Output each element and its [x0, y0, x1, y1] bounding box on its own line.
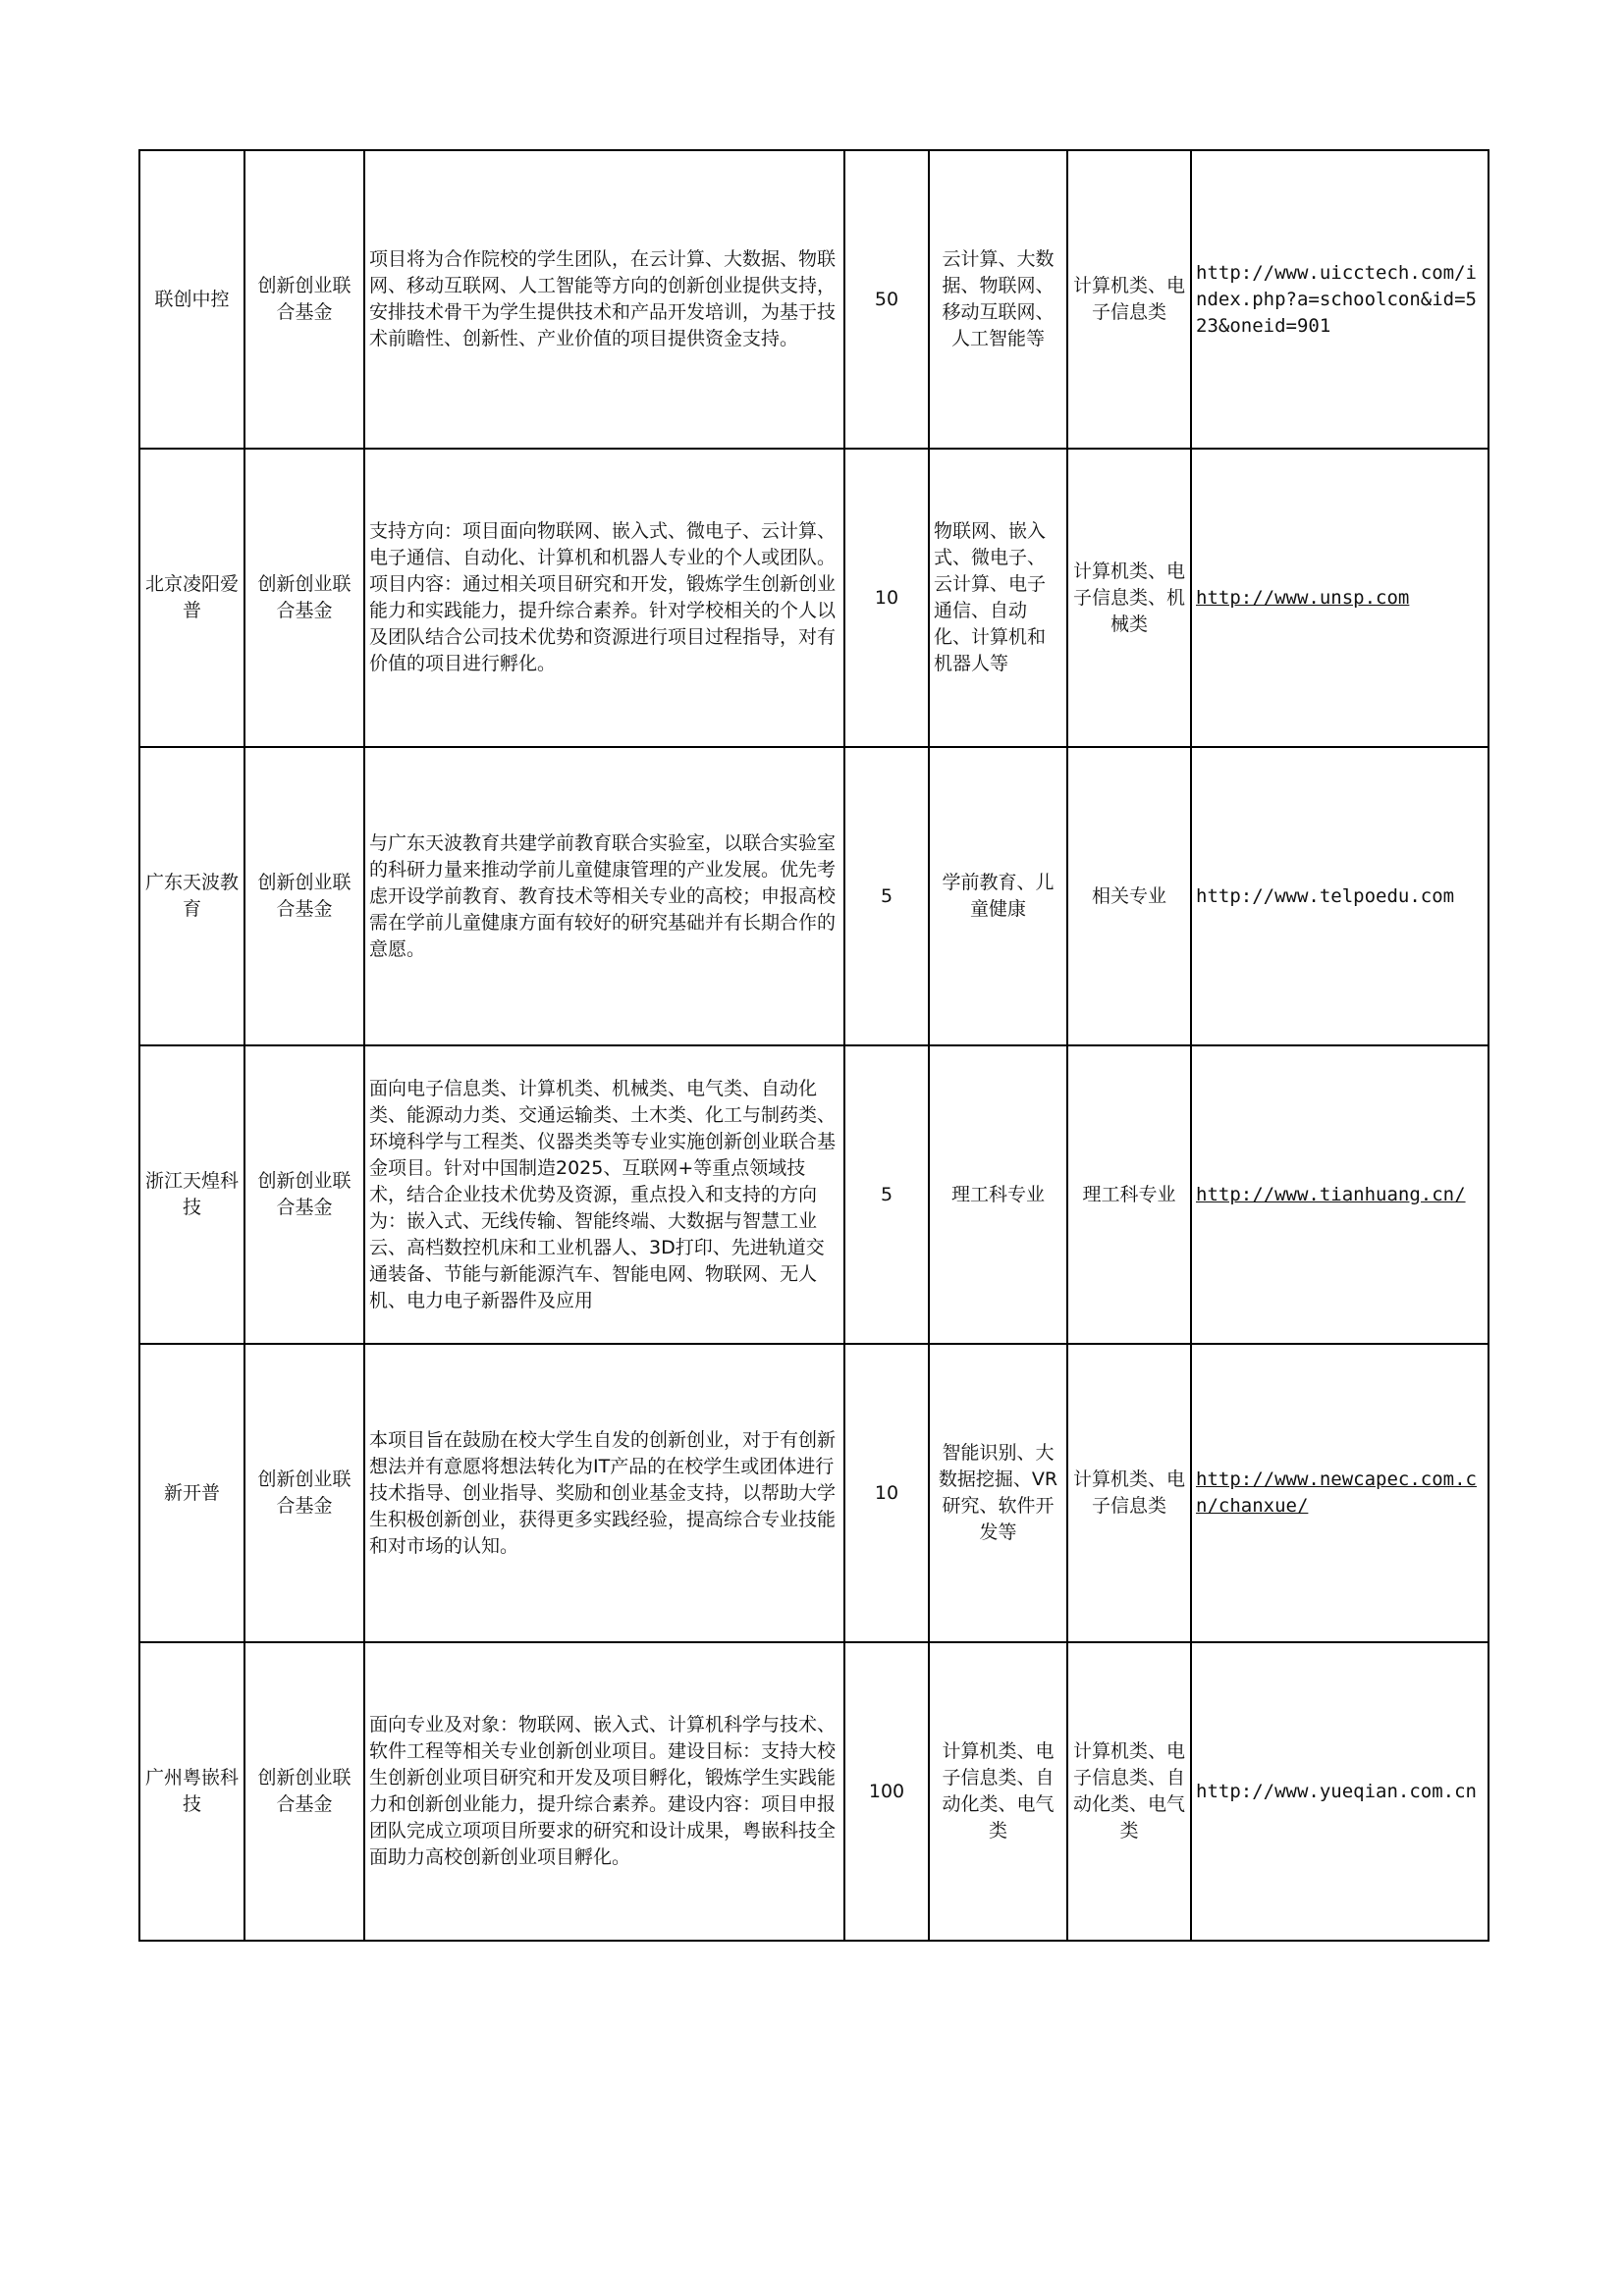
fields-cell: 物联网、嵌入式、微电子、云计算、电子通信、自动化、计算机和机器人等 [929, 449, 1067, 747]
table-row [139, 1642, 1489, 1941]
fund-type-cell: 创新创业联合基金 [244, 449, 364, 747]
url-cell [1191, 747, 1489, 1045]
url-text: http://www.yueqian.com.cn [1196, 1780, 1477, 1802]
company-cell: 广州粤嵌科技 [139, 1642, 244, 1941]
count-cell: 50 [844, 150, 929, 449]
table-row [139, 747, 1489, 1045]
description-cell [364, 1344, 844, 1642]
description-text: 本项目旨在鼓励在校大学生自发的创新创业，对于有创新想法并有意愿将想法转化为IT产品的在校学生或团体进行技术指导、创业指导、奖励和创业基金支持，以帮助大学生积极创新创业，获得更多实践经验，提高综合专业技能和对市场的认知。 [369, 1428, 837, 1557]
url-cell [1191, 449, 1489, 747]
company-cell: 北京凌阳爱普 [139, 449, 244, 747]
count-cell: 5 [844, 747, 929, 1045]
majors-cell: 理工科专业 [1067, 1045, 1191, 1344]
description-cell [364, 1045, 844, 1344]
url-cell [1191, 150, 1489, 449]
url-link[interactable]: http://www.tianhuang.cn/ [1196, 1183, 1466, 1205]
fund-type-cell: 创新创业联合基金 [244, 1045, 364, 1344]
table-row [139, 150, 1489, 449]
majors-cell: 计算机类、电子信息类、自动化类、电气类 [1067, 1642, 1191, 1941]
url-text: http://www.telpoedu.com [1196, 884, 1455, 907]
majors-cell: 相关专业 [1067, 747, 1191, 1045]
fields-cell: 智能识别、大数据挖掘、VR研究、软件开发等 [929, 1344, 1067, 1642]
description-text: 面向专业及对象：物联网、嵌入式、计算机科学与技术、软件工程等相关专业创新创业项目。建设目标：支持大校生创新创业项目研究和开发及项目孵化，锻炼学生实践能力和创新创业能力，提升综合素养。建设内容：项目申报团队完成立项项目所要求的研究和设计成果，粤嵌科技全面助力高校创新创业项目孵化。 [369, 1714, 837, 1868]
fund-type-cell: 创新创业联合基金 [244, 747, 364, 1045]
majors-cell: 计算机类、电子信息类 [1067, 150, 1191, 449]
description-text: 项目将为合作院校的学生团队，在云计算、大数据、物联网、移动互联网、人工智能等方向的创新创业提供支持，安排技术骨干为学生提供技术和产品开发培训，为基于技术前瞻性、创新性、产业价值的项目提供资金支持。 [369, 248, 837, 349]
description-cell [364, 747, 844, 1045]
description-cell [364, 150, 844, 449]
majors-cell: 计算机类、电子信息类 [1067, 1344, 1191, 1642]
url-cell [1191, 1344, 1489, 1642]
description-text: 面向电子信息类、计算机类、机械类、电气类、自动化类、能源动力类、交通运输类、土木类、化工与制药类、环境科学与工程类、仪器类类等专业实施创新创业联合基金项目。针对中国制造2025、互联网+等重点领域技术，结合企业技术优势及资源，重点投入和支持的方向为：嵌入式、无线传输、智能终端、大数据与智慧工业云、高档数控机床和工业机器人、3D打印、先进轨道交通装备、节能与新能源汽车、智能电网、物联网、无人机、电力电子新器件及应用 [369, 1077, 837, 1311]
url-link[interactable]: http://www.newcapec.com.cn/chanxue/ [1196, 1468, 1477, 1517]
fund-type-cell: 创新创业联合基金 [244, 1344, 364, 1642]
description-cell [364, 1642, 844, 1941]
fields-cell: 理工科专业 [929, 1045, 1067, 1344]
projects-table [138, 149, 1489, 1942]
fields-cell: 云计算、大数据、物联网、移动互联网、人工智能等 [929, 150, 1067, 449]
description-cell [364, 449, 844, 747]
count-cell: 10 [844, 449, 929, 747]
fund-type-cell: 创新创业联合基金 [244, 1642, 364, 1941]
company-cell: 浙江天煌科技 [139, 1045, 244, 1344]
company-cell: 新开普 [139, 1344, 244, 1642]
table-row [139, 1344, 1489, 1642]
count-cell: 5 [844, 1045, 929, 1344]
description-text: 与广东天波教育共建学前教育联合实验室，以联合实验室的科研力量来推动学前儿童健康管理的产业发展。优先考虑开设学前教育、教育技术等相关专业的高校；申报高校需在学前儿童健康方面有较好的研究基础并有长期合作的意愿。 [369, 831, 837, 960]
description-text: 支持方向：项目面向物联网、嵌入式、微电子、云计算、电子通信、自动化、计算机和机器人专业的个人或团队。项目内容：通过相关项目研究和开发，锻炼学生创新创业能力和实践能力，提升综合素养。针对学校相关的个人以及团队结合公司技术优势和资源进行项目过程指导，对有价值的项目进行孵化。 [369, 520, 837, 674]
company-cell: 广东天波教育 [139, 747, 244, 1045]
count-cell: 10 [844, 1344, 929, 1642]
url-cell [1191, 1642, 1489, 1941]
url-link[interactable]: http://www.unsp.com [1196, 586, 1410, 609]
url-cell [1191, 1045, 1489, 1344]
table-row [139, 1045, 1489, 1344]
url-text: http://www.uicctech.com/index.php?a=schoolcon&id=523&oneid=901 [1196, 261, 1477, 337]
table-row [139, 449, 1489, 747]
fields-cell: 学前教育、儿童健康 [929, 747, 1067, 1045]
majors-cell: 计算机类、电子信息类、机械类 [1067, 449, 1191, 747]
company-cell: 联创中控 [139, 150, 244, 449]
fields-cell: 计算机类、电子信息类、自动化类、电气类 [929, 1642, 1067, 1941]
fund-type-cell: 创新创业联合基金 [244, 150, 364, 449]
count-cell: 100 [844, 1642, 929, 1941]
